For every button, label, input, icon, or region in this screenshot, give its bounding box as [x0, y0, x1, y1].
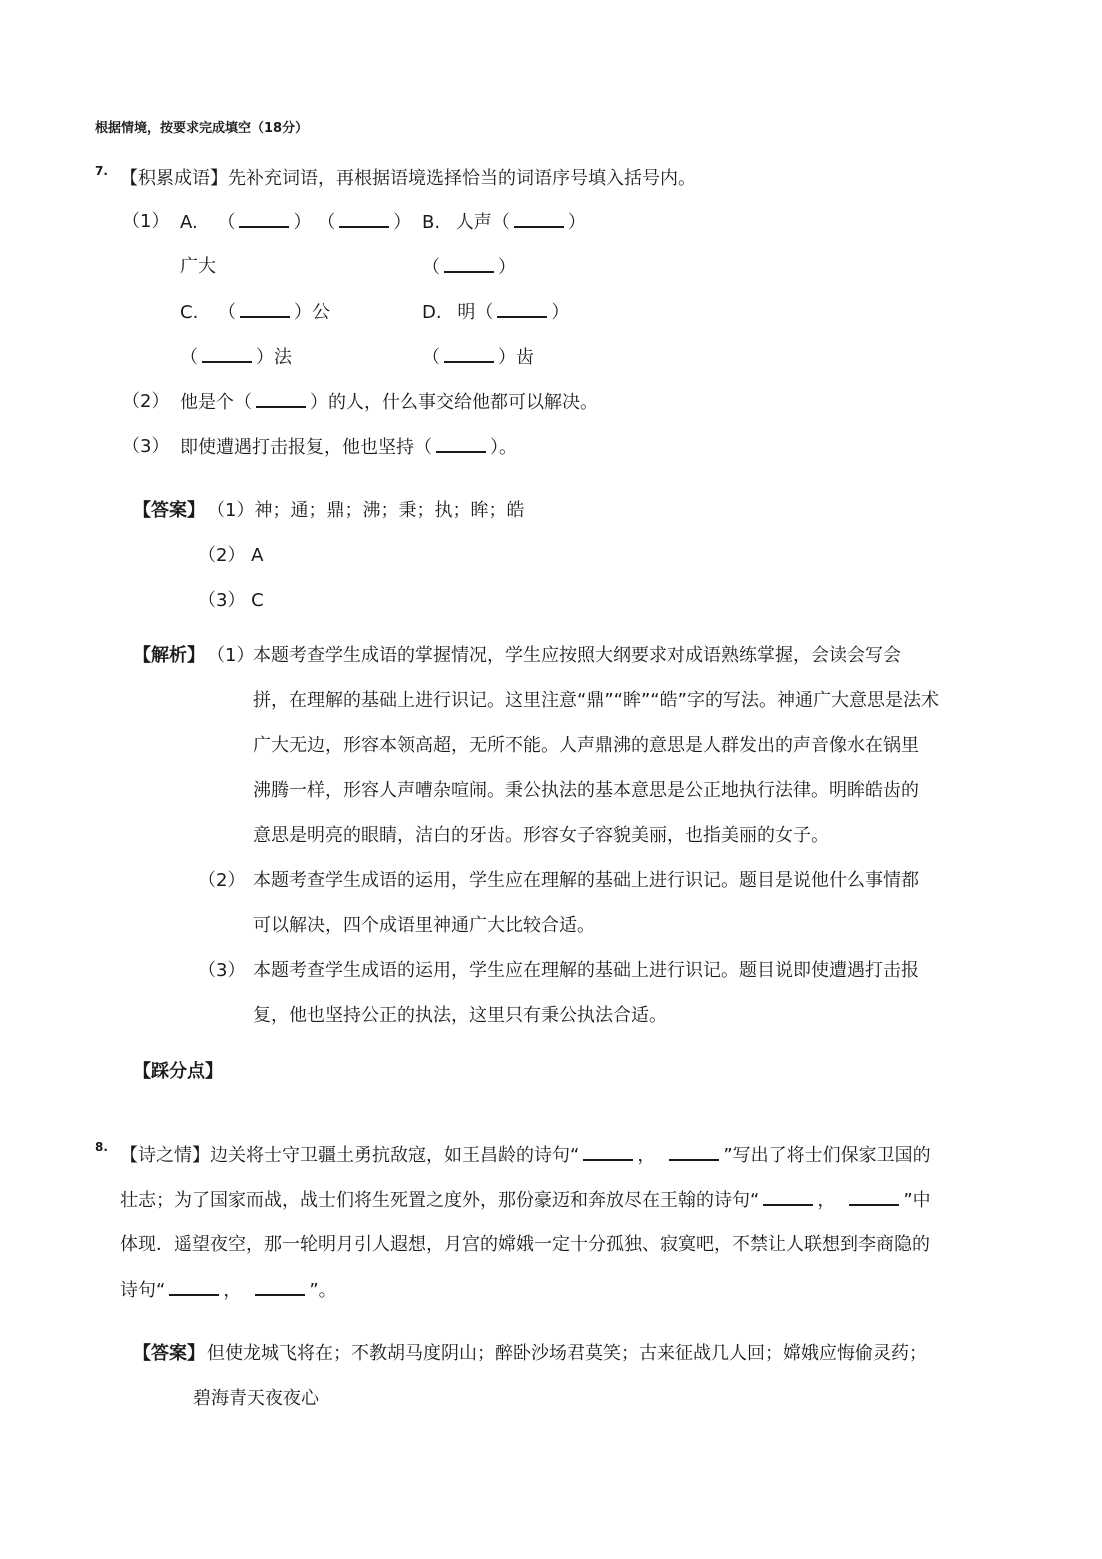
section-title: 根据情境，按要求完成填空（18分） [95, 121, 309, 136]
blank-part3[interactable] [436, 435, 486, 453]
q7-analysis-2-label: （2） [198, 870, 246, 891]
q7-part2-sentence: 他是个（ ）的人，什么事交给他都可以解决。 [180, 392, 598, 413]
q7-option-b: B. 人声（ ） [422, 212, 586, 233]
analysis-line: 本题考查学生成语的运用，学生应在理解的基础上进行识记。题目是说他什么事情都 [253, 870, 919, 891]
q7-option-a: A. （ ） （ ） [180, 212, 412, 233]
analysis-line: 沸腾一样，形容人声嘈杂喧闹。秉公执法的基本意思是公正地执行法律。明眸皓齿的 [253, 780, 919, 801]
q8-line2: 壮志；为了国家而战，战士们将生死置之度外，那份豪迈和奔放尽在王翰的诗句“ ， ”中 [120, 1190, 931, 1211]
blank-b1[interactable] [514, 210, 564, 228]
q7-option-d-row2: （ ）齿 [422, 347, 534, 368]
q7-option-b-row2: （ ） [422, 257, 516, 278]
analysis-line: 本题考查学生成语的掌握情况，学生应按照大纲要求对成语熟练掌握，会读会写会 [253, 645, 901, 666]
question-number-8: 8. [95, 1140, 108, 1154]
analysis-line: 本题考查学生成语的运用，学生应在理解的基础上进行识记。题目说即使遭遇打击报 [253, 960, 919, 981]
analysis-line: 意思是明亮的眼睛，洁白的牙齿。形容女子容貌美丽，也指美丽的女子。 [253, 825, 829, 846]
option-a-label: A. [180, 212, 198, 233]
q7-points-label: 【踩分点】 [133, 1061, 223, 1082]
blank-a2[interactable] [339, 210, 389, 228]
blank-q8-6[interactable] [255, 1278, 305, 1296]
blank-c2[interactable] [202, 345, 252, 363]
q8-line4: 诗句“ ， ”。 [120, 1280, 337, 1301]
q8-answer-line1: 但使龙城飞将在；不教胡马度阴山；醉卧沙场君莫笑；古来征战几人回；嫦娥应悔偷灵药； [207, 1343, 927, 1364]
q7-part3-sentence: 即使遭遇打击报复，他也坚持（ ）。 [180, 437, 517, 458]
blank-d1[interactable] [497, 300, 547, 318]
question-number-7: 7. [95, 164, 108, 178]
blank-part2[interactable] [256, 390, 306, 408]
option-c-label: C. [180, 302, 199, 323]
blank-b2[interactable] [444, 255, 494, 273]
analysis-line: 复，他也坚持公正的执法，这里只有秉公执法合适。 [253, 1005, 667, 1026]
q8-line3: 体现．遥望夜空，那一轮明月引人遐想，月宫的嫦娥一定十分孤独、寂寞吧，不禁让人联想到李商隐的 [120, 1234, 930, 1255]
blank-q8-5[interactable] [169, 1278, 219, 1296]
q7-analysis-3-label: （3） [198, 960, 246, 981]
q7-answer-1: （1）神；通；鼎；沸；秉；执；眸；皓 [207, 500, 525, 521]
q7-option-c-row2: （ ）法 [180, 347, 292, 368]
option-a-tail: 广大 [180, 256, 216, 277]
blank-c1[interactable] [240, 300, 290, 318]
blank-q8-3[interactable] [763, 1188, 813, 1206]
blank-a1[interactable] [239, 210, 289, 228]
q7-part1-label: （1） [122, 211, 170, 232]
q7-answer-3: （3） C [198, 590, 264, 611]
q7-part3-label: （3） [122, 436, 170, 457]
blank-q8-1[interactable] [583, 1143, 633, 1161]
blank-q8-2[interactable] [669, 1143, 719, 1161]
analysis-line: 可以解决，四个成语里神通广大比较合适。 [253, 915, 595, 936]
q7-option-d: D. 明（ ） [422, 302, 570, 323]
option-b-label: B. [422, 212, 441, 233]
q8-answer-label: 【答案】 [133, 1343, 205, 1364]
q7-part2-label: （2） [122, 391, 170, 412]
q8-line1: 【诗之情】边关将士守卫疆土勇抗敌寇，如王昌龄的诗句“ ， ”写出了将士们保家卫国的 [120, 1145, 931, 1166]
q7-option-c: C. （ ）公 [180, 302, 331, 323]
blank-q8-4[interactable] [849, 1188, 899, 1206]
q7-analysis-label: 【解析】 [133, 645, 205, 666]
analysis-line: 广大无边，形容本领高超，无所不能。人声鼎沸的意思是人群发出的声音像水在锅里 [253, 735, 919, 756]
q8-answer-line2: 碧海青天夜夜心 [193, 1388, 319, 1409]
option-d-label: D. [422, 302, 442, 323]
q7-stem: 【积累成语】先补充词语，再根据语境选择恰当的词语序号填入括号内。 [120, 168, 696, 189]
blank-d2[interactable] [444, 345, 494, 363]
q7-answer-label: 【答案】 [133, 500, 205, 521]
q7-answer-2: （2） A [198, 545, 264, 566]
q7-analysis-1-label: （1） [207, 645, 255, 666]
analysis-line: 拼，在理解的基础上进行识记。这里注意“鼎”“眸”“皓”字的写法。神通广大意思是法术 [253, 690, 939, 711]
